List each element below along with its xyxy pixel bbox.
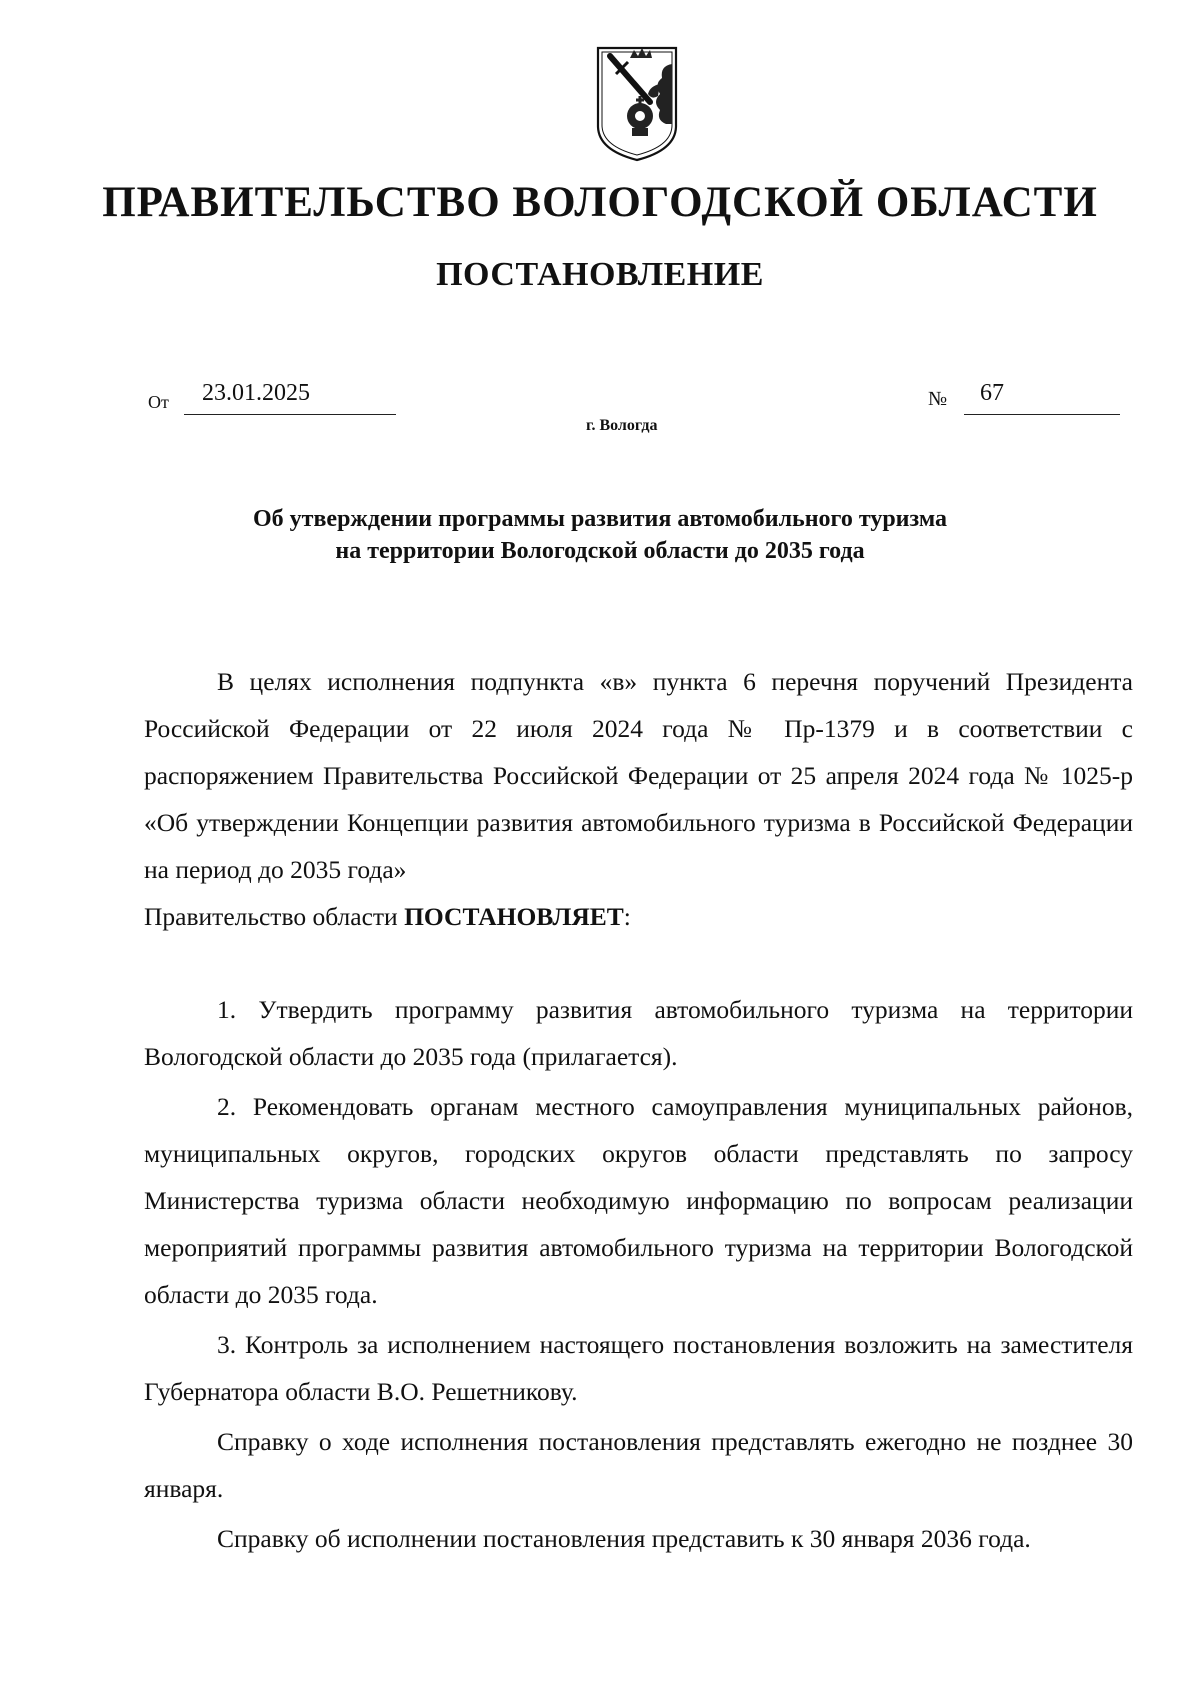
item-1-paragraph: 1. Утвердить программу развития автомобильного туризма на территории Вологодской области до 2035 года (прилагается). bbox=[144, 995, 1133, 1071]
coat-of-arms-emblem bbox=[594, 44, 680, 164]
resolve-word: ПОСТАНОВЛЯЕТ bbox=[404, 902, 624, 931]
document-date: 23.01.2025 bbox=[202, 380, 310, 406]
subject-line-1: Об утверждении программы развития автомобильного туризма bbox=[253, 506, 947, 532]
item-2-paragraph: 2. Рекомендовать органам местного самоуправления муниципальных районов, муниципальных округов, городских округов области представлять по запросу Министерства туризма области необходимую информацию по вопросам реализации мероприятий программы развития автомобильного туризма на территории Вологодской области до 2035 года. bbox=[144, 1092, 1133, 1309]
date-prefix: От bbox=[148, 392, 169, 412]
coat-of-arms-icon bbox=[594, 44, 680, 164]
government-title: ПРАВИТЕЛЬСТВО ВОЛОГОДСКОЙ ОБЛАСТИ bbox=[102, 179, 1098, 226]
subject-line-2: на территории Вологодской области до 2035 года bbox=[335, 538, 865, 564]
city-label: г. Вологда bbox=[586, 417, 658, 434]
document-number: 67 bbox=[980, 380, 1004, 406]
resolve-suffix: : bbox=[623, 902, 631, 931]
document-subject bbox=[0, 503, 1200, 567]
document-type: ПОСТАНОВЛЕНИЕ bbox=[436, 256, 764, 293]
report-final-paragraph: Справку об исполнении постановления представить к 30 января 2036 года. bbox=[217, 1524, 1031, 1553]
resolve-paragraph bbox=[144, 893, 1133, 940]
number-prefix: № bbox=[928, 388, 948, 410]
document-body bbox=[144, 658, 1133, 1562]
resolve-prefix: Правительство области bbox=[144, 902, 405, 931]
item-3-paragraph: 3. Контроль за исполнением настоящего постановления возложить на заместителя Губернатора области В.О. Решетникову. bbox=[144, 1330, 1133, 1406]
report-annual-paragraph: Справку о ходе исполнения постановления представлять ежегодно не позднее 30 января. bbox=[144, 1427, 1133, 1503]
preamble-paragraph: В целях исполнения подпункта «в» пункта 6 перечня поручений Президента Российской Федерации от 22 июля 2024 года № Пр-1379 и в соответствии с распоряжением Правительства Российской Федерации от 25 апреля 2024 года № 1025-р «Об утверждении Концепции развития автомобильного туризма в Российской Федерации на период до 2035 года» bbox=[144, 667, 1133, 884]
